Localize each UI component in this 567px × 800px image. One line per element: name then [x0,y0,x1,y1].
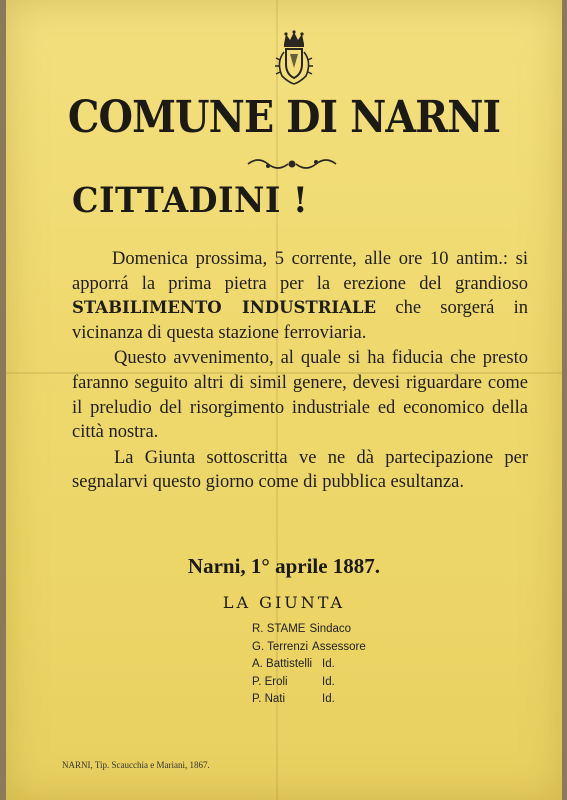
signatory-list [252,621,366,709]
coat-of-arms-icon [272,30,316,88]
announcement-text-2: che sorgerá in vicinanza di questa stazione ferroviaria. [72,298,529,343]
printer-imprint: NARNI, Tip. Scaucchia e Mariani, 1867. [62,760,210,770]
signatory-name: P. Eroli [252,675,288,688]
dateline: Narni, 1° aprile 1887. [187,554,381,578]
paragraph-participation: La Giunta sottoscritta ve ne dà partecipazione per segnalarvi questo giorno come di pubblica esultanza. [72,447,528,493]
signatory-role: Id. [322,675,335,688]
salutation-heading: CITTADINI ! [72,180,309,221]
establishment-name: STABILIMENTO INDUSTRIALE [72,298,377,318]
proclamation-body [72,247,528,496]
signatory-row [252,691,366,709]
signatory-name: R. STAME [252,623,306,635]
signatory-role: Id. [322,693,335,705]
signatory-row [252,674,366,692]
signatory-row [252,639,366,657]
paragraph-announcement [72,247,528,345]
signatory-row [252,656,366,674]
paragraph-significance: Questo avvenimento, al quale si ha fiducia che presto faranno seguito altri di simil genere, devesi riguardare come il preludio del risorgimento industriale ed economico della città nostra. [72,348,528,443]
giunta-heading: LA GIUNTA [222,593,346,612]
signatory-row [252,621,366,639]
town-title: COMUNE DI NARNI [67,92,501,143]
announcement-text-1: Domenica prossima, 5 corrente, alle ore 10 antim.: si apporrá la prima pietra per la erezione del grandioso [72,249,528,294]
signatory-name: P. Nati [252,693,286,705]
signatory-name: A. Battistelli [252,658,313,670]
flourish-ornament-icon [244,154,340,174]
signatory-role: Sindaco [309,623,352,635]
signatory-role: Assessore [312,640,366,653]
poster [6,0,562,800]
signatory-name: G. Terrenzi [252,640,309,653]
signatory-role: Id. [322,658,335,670]
